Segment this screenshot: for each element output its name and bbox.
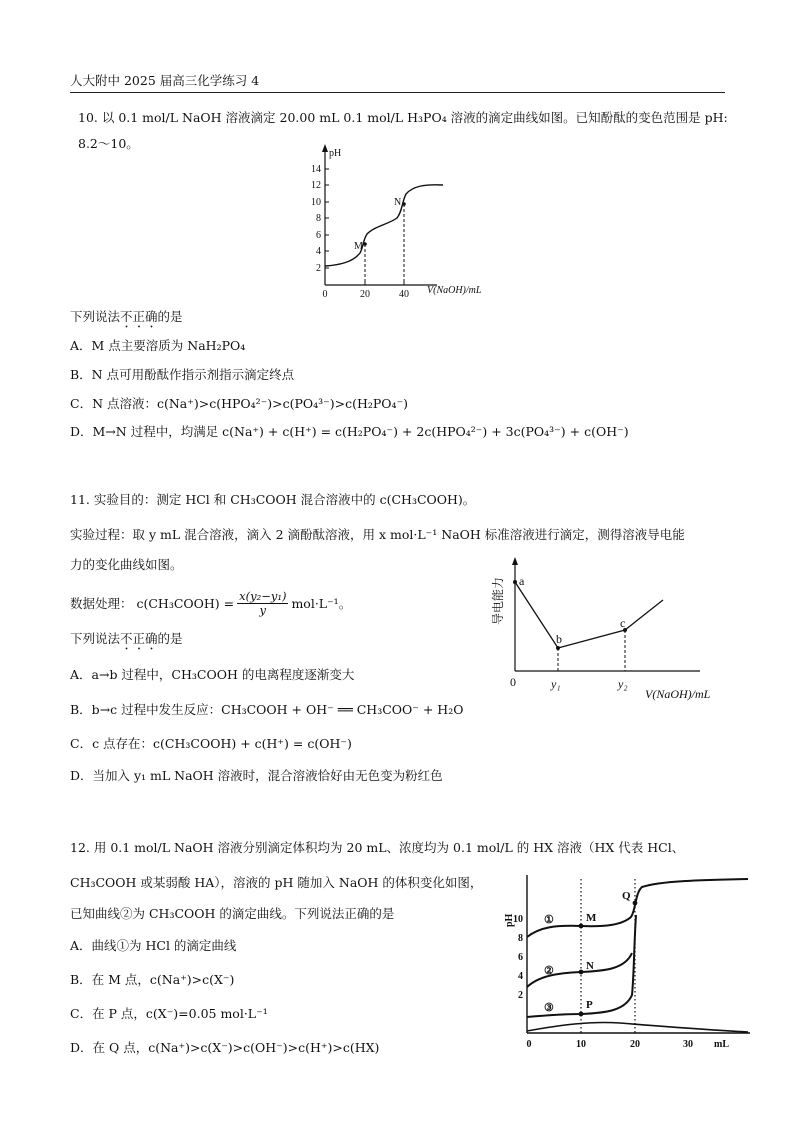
q11-tick-y2: y₂ xyxy=(618,677,628,691)
q12-ytick-2: 2 xyxy=(518,990,523,1001)
q11-option-c: C．c 点存在：c(CH₃COOH) + c(H⁺) = c(OH⁻) xyxy=(70,736,352,751)
q11-option-b: B．b→c 过程中发生反应：CH₃COOH + OH⁻ ══ CH₃COO⁻ + H₂O xyxy=(70,702,464,717)
q12-ytick-6: 6 xyxy=(518,952,523,963)
q11-fraction: $\frac{\text{x(y₂−y₁)}}{y}$ xyxy=(239,589,287,617)
q10-xtick-20: 20 xyxy=(360,289,370,300)
q12-xtick-10: 10 xyxy=(576,1039,586,1050)
q12-label-q: Q xyxy=(622,890,631,902)
q10-titration-curve xyxy=(325,185,443,266)
q10-y-label: pH xyxy=(329,148,342,159)
q11-option-d: D．当加入 y₁ mL NaOH 溶液时，混合溶液恰好由无色变为粉红色 xyxy=(70,768,443,783)
q12-option-b: B．在 M 点，c(Na⁺)>c(X⁻) xyxy=(70,972,235,987)
q10-ytick-4: 4 xyxy=(316,246,321,257)
q11-line2: 实验过程：取 y mL 混合溶液，滴入 2 滴酚酞溶液，用 x mol·L⁻¹ NaOH 标准溶液进行滴定，测得溶液导电能 xyxy=(70,527,685,542)
q10-option-b: B．N 点可用酚酞作指示剂指示滴定终点 xyxy=(70,367,295,382)
q12-label-m: M xyxy=(586,912,597,924)
q12-curve-2 xyxy=(527,953,632,987)
q10-ytick-10: 10 xyxy=(311,197,321,208)
q10-prompt-not: 不正确 xyxy=(120,309,158,324)
q12-curve-decreasing xyxy=(527,1022,748,1032)
q10-prompt: 下列说法不正确的是 xyxy=(70,309,183,324)
q10-option-d: D．M→N 过程中，均满足 c(Na⁺) + c(H⁺) = c(H₂PO₄⁻) + 2c(HPO₄²⁻) + 3c(PO₄³⁻) + c(OH⁻) xyxy=(70,424,629,439)
q11-line3: 力的变化曲线如图。 xyxy=(70,557,183,572)
q11-option-a: A．a→b 过程中，CH₃COOH 的电离程度逐渐变大 xyxy=(70,667,355,682)
q11-line1: 11. 实验目的：测定 HCl 和 CH₃COOH 混合溶液中的 c(CH₃COOH)。 xyxy=(70,492,476,507)
q11-y-label: 导电能力 xyxy=(491,576,505,625)
q10-stem-line2: 8.2～10。 xyxy=(78,136,139,151)
q10-xtick-40: 40 xyxy=(399,289,409,300)
q12-xtick-0: 0 xyxy=(526,1039,532,1050)
q10-xtick-0: 0 xyxy=(322,289,328,300)
q12-y-label: pH xyxy=(504,913,515,927)
q12-line1: 12. 用 0.1 mol/L NaOH 溶液分别滴定体积均为 20 mL、浓度均为 0.1 mol/L 的 HX 溶液（HX 代表 HCl、 xyxy=(70,840,685,855)
q12-point-n xyxy=(579,970,584,975)
q12-point-p xyxy=(579,1012,584,1017)
q12-line3: 已知曲线②为 CH₃COOH 的滴定曲线。下列说法正确的是 xyxy=(70,906,395,921)
q11-data-processing: 数据处理： c(CH₃COOH) = $\frac{\text{x(y₂−y₁)}}{y}$ mol·L⁻¹。 xyxy=(70,589,352,617)
q12-point-m xyxy=(579,924,584,929)
q10-label-m: M xyxy=(354,241,363,252)
q10-point-m xyxy=(363,242,367,246)
q10-ytick-14: 14 xyxy=(311,164,321,175)
q12-curve-1 xyxy=(527,879,748,937)
q11-x-label: V(NaOH)/mL xyxy=(645,687,711,701)
q11-conductivity-chart xyxy=(485,555,735,705)
q12-ytick-10: 10 xyxy=(513,914,523,925)
q11-label-b: b xyxy=(556,632,562,646)
q12-ph-titration-chart xyxy=(500,865,760,1055)
q10-ytick-8: 8 xyxy=(316,213,321,224)
q10-stem-line1: 10. 以 0.1 mol/L NaOH 溶液滴定 20.00 mL 0.1 mol/L H₃PO₄ 溶液的滴定曲线如图。已知酚酞的变色范围是 pH: xyxy=(78,110,728,125)
q12-option-a: A．曲线①为 HCl 的滴定曲线 xyxy=(70,938,237,953)
q12-label-n: N xyxy=(586,960,594,972)
q12-xtick-20: 20 xyxy=(630,1039,640,1050)
q12-option-c: C．在 P 点，c(X⁻)=0.05 mol·L⁻¹ xyxy=(70,1006,268,1021)
q12-xtick-30: 30 xyxy=(683,1039,693,1050)
q10-option-a: A．M 点主要溶质为 NaH₂PO₄ xyxy=(70,338,246,353)
q12-label-p: P xyxy=(586,999,593,1011)
q11-prompt-not: 不正确 xyxy=(120,631,158,646)
q12-label-1: ① xyxy=(544,914,554,926)
q10-ytick-12: 12 xyxy=(311,180,321,191)
q10-titration-chart xyxy=(305,140,505,300)
q12-x-unit: mL xyxy=(714,1039,729,1050)
q11-point-a xyxy=(513,580,517,584)
q11-tick-y1: y₁ xyxy=(551,677,561,691)
q12-label-2: ② xyxy=(544,965,554,977)
q10-label-n: N xyxy=(394,197,402,208)
q12-line2: CH₃COOH 或某弱酸 HA），溶液的 pH 随加入 NaOH 的体积变化如图， xyxy=(70,875,483,890)
q10-ytick-2: 2 xyxy=(316,263,321,274)
q12-option-d: D．在 Q 点，c(Na⁺)>c(X⁻)>c(OH⁻)>c(H⁺)>c(HX) xyxy=(70,1040,380,1055)
q12-label-3: ③ xyxy=(544,1002,554,1014)
page-header: 人大附中 2025 届高三化学练习 4 xyxy=(70,71,725,93)
q11-label-c: c xyxy=(620,616,626,630)
q10-ytick-6: 6 xyxy=(316,230,321,241)
q11-conductivity-curve xyxy=(515,582,663,648)
q12-ytick-4: 4 xyxy=(518,971,523,982)
q10-y-arrow xyxy=(322,144,328,152)
q11-origin: 0 xyxy=(510,675,516,689)
q11-prompt: 下列说法不正确的是 xyxy=(70,631,183,646)
q10-option-c: C．N 点溶液：c(Na⁺)>c(HPO₄²⁻)>c(PO₄³⁻)>c(H₂PO₄⁻) xyxy=(70,396,409,411)
q10-x-label: V(NaOH)/mL xyxy=(427,285,482,296)
q10-point-n xyxy=(402,202,406,206)
q11-label-a: a xyxy=(519,574,525,588)
q12-ytick-8: 8 xyxy=(518,933,523,944)
q12-point-q xyxy=(633,901,638,906)
